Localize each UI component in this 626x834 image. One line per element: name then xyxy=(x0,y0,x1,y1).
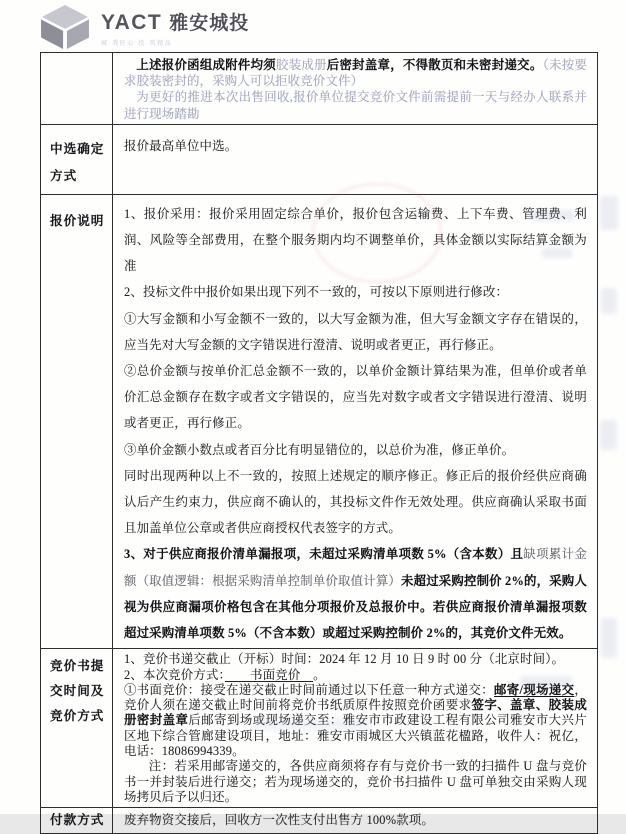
brand-name-cn: 雅安城投 xyxy=(169,13,250,34)
paragraph xyxy=(124,279,587,305)
paragraph xyxy=(124,138,587,154)
text-segment: 。 xyxy=(313,667,326,682)
text-segment: 未超过采购控制价 2%的，采购人视为供应商漏项价格包含在其他分项报价及总报价中。若供应商报价清单漏报项数超过采购清单项数 5%（不含本数）或超过采购控制价 2%的，其竞价文件无效。 xyxy=(124,573,587,641)
paragraph xyxy=(124,358,587,437)
row-label: 竞价书提交时间及竞价方式 xyxy=(41,649,113,807)
text-segment: 1、报价采用：报价采用固定综合单价，报价包含运输费、上下车费、管理费、利润、风险等全部费用，在整个服务期内均不调整单价，具体金额以实际结算金额为准 xyxy=(124,206,587,274)
paragraph xyxy=(124,57,587,89)
text-segment: ③单价金额小数点或者百分比有明显错位的，以总价为准，修正单价。 xyxy=(124,442,515,457)
text-segment: 注：若采用邮寄递交的，各供应商须将存有与竞价书一致的扫描件 U 盘与竞价书一并封装后进行递交；若为现场递交的，竞价书扫描件 U 盘可单独交由采购人现场拷贝后予以归还。 xyxy=(124,759,587,804)
text-segment: 书面竞价 xyxy=(224,667,314,682)
paragraph xyxy=(124,541,587,646)
scan-artifact xyxy=(601,618,617,658)
scan-artifact xyxy=(600,196,618,230)
text-segment: 邮寄/现场递交 xyxy=(494,682,575,697)
row-content xyxy=(113,808,597,833)
text-segment: （未按要求胶装密封的，采购人可以拒收竞价文件） xyxy=(124,58,587,89)
text-segment: 缺项累计金额（取值逻辑：根据采购清单控制单价取值计算） xyxy=(124,547,588,588)
paragraph xyxy=(124,683,587,759)
brand-name-en: YACT xyxy=(101,11,163,34)
text-segment: ①大写金额和小写金额不一致的，以大写金额为准，但大写金额文字存在错误的，应当先对大写金额的文字错误进行澄清、说明或者更正，再行修正。 xyxy=(124,311,587,352)
text-segment: ②总价金额与按单价汇总金额不一致的，以单价金额计算结果为准，但单价或者单价汇总金额存在数字或者文字错误的，应当先对数字或者文字错误进行澄清、说明或者更正，再行修正。 xyxy=(124,364,587,431)
brand-text xyxy=(101,4,249,47)
row-content xyxy=(113,649,597,807)
procurement-table xyxy=(40,52,598,834)
text-segment: 上述报价函组成附件均须 xyxy=(136,58,276,72)
text-segment: ①书面竞价：接受在递交截止时间前通过以下任意一种方式递交： xyxy=(124,682,495,697)
cube-logo-icon xyxy=(38,4,92,50)
paragraph xyxy=(124,89,587,121)
text-segment: 废弃物资交接后，回收方一次性支付出售方 100%款项。 xyxy=(124,813,434,828)
text-segment: 后邮寄到场或现场递交至：雅安市市政建设工程有限公司雅安市大兴片区地下综合管廊建设项目，地址：雅安市雨城区大兴镇蓝花楹路，收件人：祝亿，电话：18086994339。 xyxy=(124,713,587,759)
row-label: 中选确定方式 xyxy=(41,125,113,194)
row-content xyxy=(113,53,597,124)
text-segment: ，竞价人须在递交截止时间前将竞价书纸质原件按照竞价函要求 xyxy=(124,682,587,713)
text-segment: 同时出现两种以上不一致的，按照上述规定的顺序修正。修正后的报价经供应商确认后产生约束力，供应商不确认的，其投标文件作无效处理。供应商确认采取书面且加盖单位公章或者供应商授权代表签字的方式。 xyxy=(124,468,587,536)
paragraph xyxy=(124,668,587,683)
row-content xyxy=(113,125,597,194)
paragraph xyxy=(124,759,587,805)
paragraph xyxy=(124,813,587,828)
text-segment: 2、本次竞价方式： xyxy=(124,667,225,682)
table-row xyxy=(41,648,597,807)
paragraph xyxy=(124,652,587,667)
paragraph xyxy=(124,437,587,463)
paragraph xyxy=(124,463,587,542)
row-label xyxy=(41,53,113,124)
row-label: 付款方式 xyxy=(41,808,113,833)
row-label: 报价说明 xyxy=(41,195,113,648)
company-logo xyxy=(38,4,249,50)
text-segment: 2、投标文件中报价如果出现下列不一致的，可按以下原则进行修改： xyxy=(124,285,509,300)
text-segment: 1、竞价书递交截止（开标）时间：2024 年 12 月 10 日 9 时 00 分（北京时间）。 xyxy=(124,652,565,667)
table-row xyxy=(41,194,597,648)
table-row xyxy=(41,124,597,194)
text-segment: 胶装成册 xyxy=(276,58,327,72)
brand-slogan: 城·我匠心 投·筑精品 xyxy=(101,41,173,47)
scan-artifact xyxy=(601,288,617,314)
scan-artifact xyxy=(600,420,617,450)
text-segment: 报价最高单位中选。 xyxy=(124,138,238,153)
row-content xyxy=(113,195,597,648)
paragraph xyxy=(124,201,587,280)
table-row xyxy=(41,53,597,124)
paragraph xyxy=(124,306,587,358)
text-segment: 签字、盖章、胶装成册密封盖章 xyxy=(124,698,587,728)
text-segment: 3、对于供应商报价清单漏报项，未超过采购清单项数 5%（含本数）且 xyxy=(124,547,524,562)
table-row xyxy=(41,807,597,833)
text-segment: 后密封盖章，不得散页和未密封递交。 xyxy=(326,58,543,72)
text-segment: 为更好的推进本次出售回收,报价单位提交竞价文件前需提前一天与经办人联系并进行现场踏勘 xyxy=(124,90,587,121)
